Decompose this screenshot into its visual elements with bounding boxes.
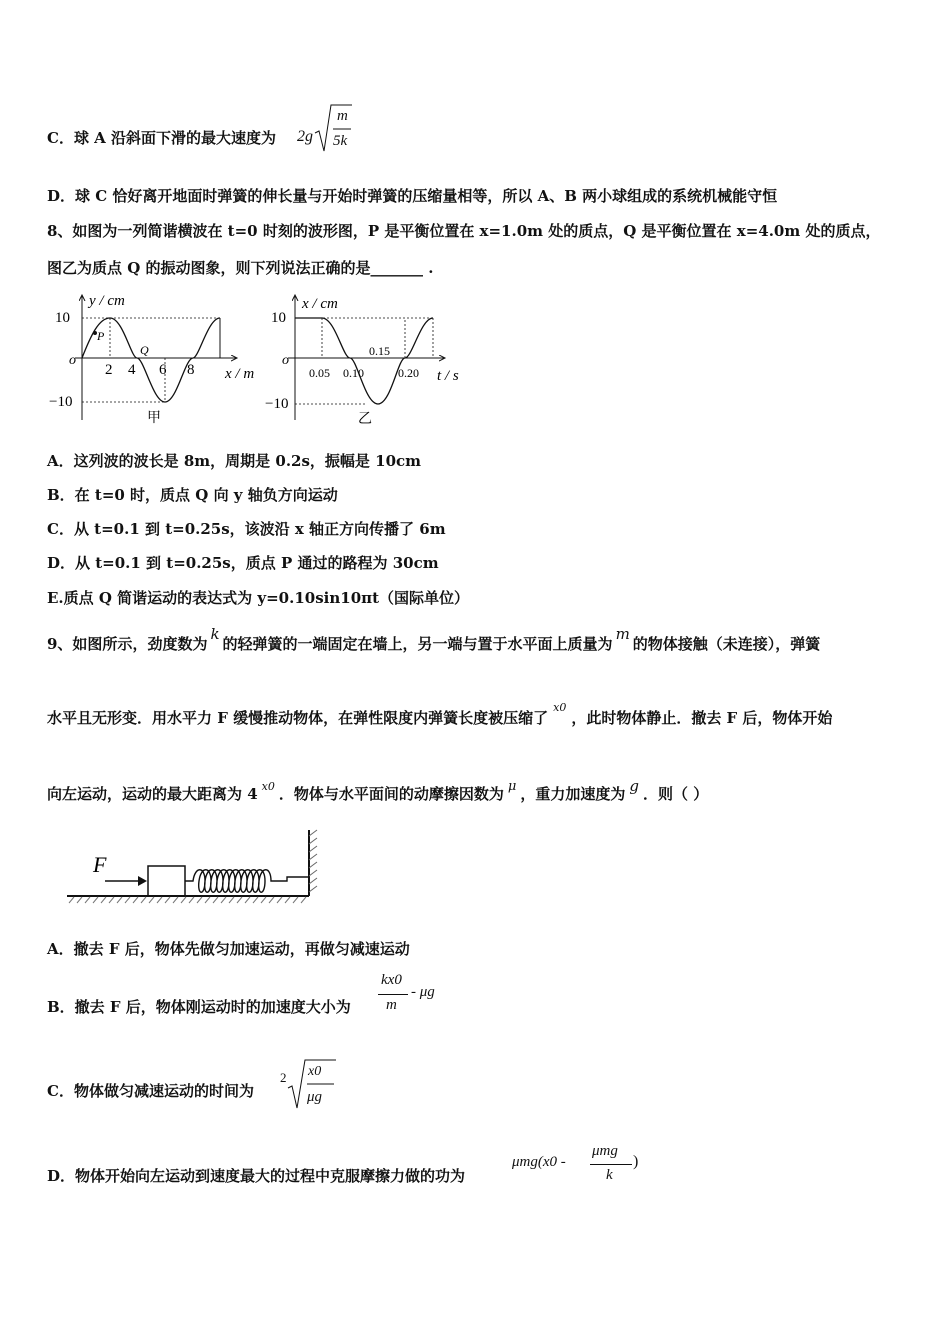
q9-line3-a: 向左运动，运动的最大距离为 4 [47, 785, 258, 803]
q8-stem-line2: 图乙为质点 Q 的振动图象，则下列说法正确的是_______ . [47, 259, 434, 277]
yi-xtick-010: 0.10 [343, 366, 364, 380]
q9-b-tail: - μg [411, 984, 435, 1000]
q9-option-b [47, 997, 351, 1017]
ground-hatch [69, 897, 306, 903]
q7-c-formula [297, 103, 357, 155]
q9-line1-c: 的物体接触（未连接），弹簧 [632, 635, 821, 653]
jia-xtick-4: 4 [128, 362, 136, 378]
q9-mu-symbol: μ [507, 779, 517, 794]
q9-c-den: μg [307, 1089, 323, 1105]
q8-figure-jia [45, 290, 275, 425]
q7-c-den: 5k [333, 133, 348, 149]
q9-d-pre: μmg(x0 - [512, 1154, 566, 1170]
q9-option-c [47, 1081, 254, 1101]
jia-ytop: 10 [55, 310, 70, 326]
q9-line3-d: ．则（ ） [642, 785, 709, 803]
q8-option-a: A．这列波的波长是 8m，周期是 0.2s，振幅是 10cm [47, 452, 422, 470]
q9-line1-a: 9、如图所示，劲度数为 [47, 635, 208, 653]
q8-option-c: C．从 t=0.1 到 t=0.25s，该波沿 x 轴正方向传播了 6m [47, 520, 446, 538]
jia-p-label: P [97, 329, 105, 343]
q8-figure-yi [265, 290, 465, 425]
q9-d-den: k [606, 1167, 613, 1183]
q8-option-d: D．从 t=0.1 到 t=0.25s，质点 P 通过的路程为 30cm [47, 554, 439, 572]
q9-line2-b: ，此时物体静止．撤去 F 后，物体开始 [571, 709, 833, 727]
jia-ylabel: y / cm [89, 293, 125, 309]
yi-caption: 乙 [358, 412, 372, 425]
q9-b-num: kx0 [381, 972, 402, 988]
q9-m-symbol: m [615, 625, 630, 643]
jia-q-label: Q [140, 343, 149, 357]
q9-force-label: F [93, 852, 107, 877]
q9-stem-line2 [47, 701, 833, 730]
q9-option-a: A．撤去 F 后，物体先做匀加速运动，再做匀减速运动 [47, 940, 410, 958]
yi-ylabel: x / cm [302, 296, 338, 312]
yi-wave [295, 318, 433, 404]
q7-option-c [47, 128, 276, 148]
q8-stem-line1: 8、如图为一列简谐横波在 t=0 时刻的波形图，P 是平衡位置在 x=1.0m 处的质点，Q 是平衡位置在 x=4.0m 处的质点， [47, 222, 881, 240]
q7-c-coef: 2g [297, 128, 313, 145]
yi-xtick-015: 0.15 [369, 344, 390, 358]
spring [185, 870, 309, 893]
q9-stem-line1 [47, 625, 821, 654]
block [148, 866, 185, 896]
q9-option-b-text: B．撤去 F 后，物体刚运动时的加速度大小为 [47, 998, 351, 1016]
q7-option-c-text: C．球 A 沿斜面下滑的最大速度为 [47, 129, 277, 147]
q9-d-num: μmg [592, 1143, 618, 1159]
jia-caption: 甲 [147, 411, 161, 425]
jia-origin: o [69, 353, 76, 368]
q9-b-den: m [386, 997, 397, 1013]
jia-xtick-2: 2 [105, 362, 113, 378]
yi-ytop: 10 [271, 310, 286, 326]
q9-figure [65, 826, 335, 911]
q9-x0-symbol-2: x0 [261, 780, 275, 793]
q9-k-symbol: k [210, 625, 220, 643]
q9-c-formula [278, 1058, 338, 1112]
q9-line3-b: ．物体与水平面间的动摩擦因数为 [278, 785, 504, 803]
q9-option-d-text: D．物体开始向左运动到速度最大的过程中克服摩擦力做的功为 [47, 1167, 466, 1185]
q9-d-formula [512, 1140, 647, 1192]
q9-line2-a: 水平且无形变．用水平力 F 缓慢推动物体，在弹性限度内弹簧长度被压缩了 [47, 709, 549, 727]
yi-xtick-005: 0.05 [309, 366, 330, 380]
q9-line1-b: 的轻弹簧的一端固定在墙上，另一端与置于水平面上质量为 [222, 635, 613, 653]
jia-xtick-6: 6 [159, 362, 167, 378]
q9-x0-symbol-1: x0 [553, 701, 567, 714]
q8-option-e: E.质点 Q 简谐运动的表达式为 y=0.10sin10πt（国际单位） [47, 589, 470, 607]
yi-xtick-020: 0.20 [398, 366, 419, 380]
q7-c-num: m [337, 108, 348, 124]
jia-ybottom: −10 [49, 394, 73, 410]
jia-xtick-8: 8 [187, 362, 195, 378]
q9-c-num: x0 [308, 1064, 322, 1079]
q9-b-formula [378, 970, 468, 1022]
q7-option-d: D．球 C 恰好离开地面时弹簧的伸长量与开始时弹簧的压缩量相等，所以 A、B 两小球组成的系统机械能守恒 [47, 187, 778, 205]
jia-xlabel: x / m [225, 366, 255, 382]
q9-d-post: ) [633, 1153, 639, 1170]
q9-option-d [47, 1166, 465, 1186]
yi-ybottom: −10 [265, 396, 289, 412]
q9-g-symbol: g [629, 777, 639, 795]
yi-origin: o [282, 353, 289, 368]
q9-c-coef: 2 [280, 1070, 287, 1085]
q9-line3-c: ，重力加速度为 [520, 785, 626, 803]
q9-stem-line3 [47, 777, 709, 806]
yi-xlabel: t / s [437, 368, 459, 384]
q9-option-c-text: C．物体做匀减速运动的时间为 [47, 1082, 254, 1100]
q8-option-b: B．在 t=0 时，质点 Q 向 y 轴负方向运动 [47, 486, 338, 504]
